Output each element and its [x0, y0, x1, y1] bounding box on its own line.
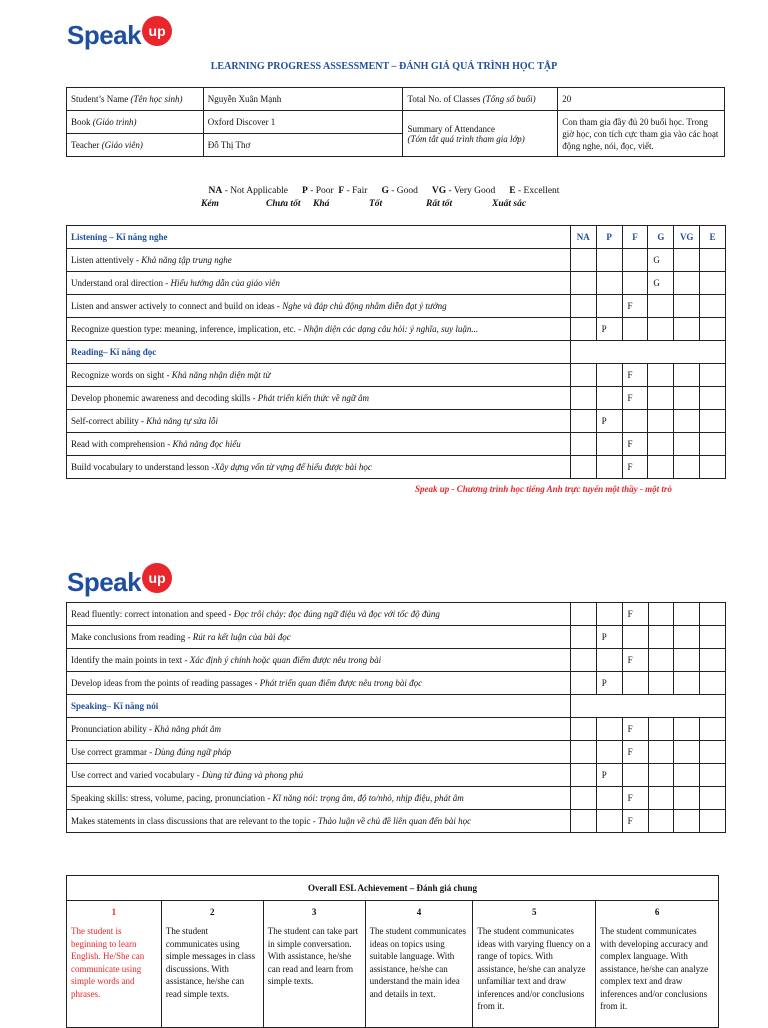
grade-cell — [622, 672, 648, 695]
level-description: The student communicates using simple messages in class discussions. With assistance, he/she can read simple texts. — [161, 923, 263, 1028]
legend-vi-e: Xuất sắc — [492, 199, 527, 209]
grade-cell — [700, 672, 726, 695]
attendance-value: Con tham gia đầy đủ 20 buổi học. Trong giờ học, con tích cực tham gia vào các hoạt động nghe, nói, đọc, viết. — [558, 111, 725, 157]
grade-cell — [648, 456, 674, 479]
skill-description: Understand oral direction - Hiểu hướng dẫn của giáo viên — [67, 272, 571, 295]
grade-cell — [674, 433, 700, 456]
skill-description: Use correct and varied vocabulary - Dùng từ đúng và phong phú — [67, 764, 571, 787]
grade-cell — [648, 810, 674, 833]
grade-cell — [570, 456, 596, 479]
skill-description: Use correct grammar - Dùng đúng ngữ pháp — [67, 741, 571, 764]
level-num: 4 — [365, 901, 473, 924]
grade-header-e: E — [700, 226, 726, 249]
skill-description: Speaking skills: stress, volume, pacing, pronunciation - Kĩ năng nói: trọng âm, độ to/nhỏ, nhịp điệu, phát âm — [67, 787, 571, 810]
skill-row — [67, 410, 726, 433]
grade-cell — [648, 364, 674, 387]
grade-cell — [700, 649, 726, 672]
grade-cell — [700, 249, 726, 272]
grade-cell — [596, 295, 622, 318]
grade-cell — [596, 810, 622, 833]
grade-cell: F — [622, 649, 648, 672]
skill-row — [67, 603, 726, 626]
grade-cell — [622, 764, 648, 787]
level-num: 5 — [473, 901, 596, 924]
grade-cell — [674, 295, 700, 318]
grade-cell — [700, 456, 726, 479]
student-name-label: Student’s Name (Tên học sinh) — [67, 88, 204, 111]
grade-cell — [648, 603, 674, 626]
grade-cell: P — [596, 764, 622, 787]
book-value: Oxford Discover 1 — [203, 111, 403, 134]
skill-description: Read with comprehension - Khả năng đọc hiểu — [67, 433, 571, 456]
legend-vi-vg: Rất tốt — [426, 199, 453, 209]
skill-row — [67, 456, 726, 479]
grade-cell — [674, 249, 700, 272]
grade-cell — [700, 718, 726, 741]
grade-cell — [674, 272, 700, 295]
skill-description: Develop ideas from the points of reading passages - Phát triển quan điểm được nêu trong bài đọc — [67, 672, 571, 695]
grade-cell — [674, 787, 700, 810]
legend-na: NA - Not Applicable — [208, 186, 288, 196]
grade-cell — [570, 810, 596, 833]
grade-cell — [674, 410, 700, 433]
grade-cell — [648, 741, 674, 764]
grade-cell — [622, 272, 648, 295]
grade-cell — [700, 764, 726, 787]
grade-cell — [596, 272, 622, 295]
total-classes-label: Total No. of Classes (Tổng số buổi) — [403, 88, 558, 111]
grade-cell — [674, 626, 700, 649]
legend-vi-g: Tốt — [369, 199, 383, 209]
legend-vi-f: Khá — [313, 199, 330, 209]
teacher-value: Đỗ Thị Thơ — [203, 134, 403, 157]
grade-cell: P — [596, 318, 622, 341]
grade-cell — [700, 387, 726, 410]
grade-cell: F — [622, 387, 648, 410]
logo-badge: up — [142, 563, 172, 593]
grade-cell — [700, 272, 726, 295]
skill-description: Develop phonemic awareness and decoding skills - Phát triển kiến thức về ngữ âm — [67, 387, 571, 410]
level-num: 2 — [161, 901, 263, 924]
grade-cell — [674, 603, 700, 626]
listening-section-title: Listening – Kĩ năng nghe — [67, 226, 571, 249]
grade-cell — [596, 249, 622, 272]
grade-cell — [700, 741, 726, 764]
legend-p: P - Poor F - Fair — [301, 186, 368, 196]
skill-row — [67, 764, 726, 787]
skill-row — [67, 295, 726, 318]
grade-cell — [700, 626, 726, 649]
grade-cell — [700, 295, 726, 318]
grade-cell — [570, 387, 596, 410]
grade-header-f: F — [622, 226, 648, 249]
level-description: The student communicates with developing accuracy and complex language. With assistance, he/she can analyze complex text and draw inferences and/or conclusions from it. — [596, 923, 719, 1028]
grade-cell — [570, 741, 596, 764]
skill-row — [67, 718, 726, 741]
skill-row — [67, 387, 726, 410]
grade-cell — [570, 364, 596, 387]
book-label: Book (Giáo trình) — [67, 111, 204, 134]
skill-row — [67, 672, 726, 695]
grade-cell: G — [648, 249, 674, 272]
grade-cell — [648, 649, 674, 672]
total-classes-value: 20 — [558, 88, 725, 111]
grade-cell — [596, 603, 622, 626]
grade-cell — [700, 787, 726, 810]
skill-row — [67, 649, 726, 672]
grade-cell — [622, 318, 648, 341]
grade-cell: F — [622, 456, 648, 479]
overall-achievement-table — [66, 875, 719, 1028]
skill-description: Listen and answer actively to connect and build on ideas - Nghe và đáp chủ động nhằm diễn đạt ý tưởng — [67, 295, 571, 318]
skill-description: Make conclusions from reading - Rút ra kết luận của bài đọc — [67, 626, 571, 649]
grade-cell — [622, 249, 648, 272]
grade-cell: G — [648, 272, 674, 295]
logo-badge: up — [142, 16, 172, 46]
skill-row — [67, 272, 726, 295]
grade-cell: F — [622, 810, 648, 833]
grade-cell: F — [622, 295, 648, 318]
legend-vi-p: Chưa tốt — [266, 199, 301, 209]
grade-cell — [570, 272, 596, 295]
grade-cell — [648, 672, 674, 695]
grade-cell — [674, 364, 700, 387]
skill-description: Recognize question type: meaning, inference, implication, etc. - Nhận diện các dạng câu hỏi: ý nghĩa, suy luận... — [67, 318, 571, 341]
logo-word: Speak — [67, 567, 142, 597]
student-info-table — [66, 87, 725, 157]
grade-cell — [570, 787, 596, 810]
grade-cell: F — [622, 718, 648, 741]
grade-header-g: G — [648, 226, 674, 249]
grade-cell — [648, 626, 674, 649]
skill-row — [67, 249, 726, 272]
grade-cell: F — [622, 787, 648, 810]
grade-header-vg: VG — [674, 226, 700, 249]
level-description: The student can take part in simple conversation. With assistance, he/she can read and learn from simple texts. — [263, 923, 365, 1028]
grade-cell — [674, 318, 700, 341]
grade-cell — [570, 649, 596, 672]
grade-cell — [674, 387, 700, 410]
grade-cell — [596, 718, 622, 741]
skill-row — [67, 787, 726, 810]
grade-cell — [700, 318, 726, 341]
footer-slogan: Speak up - Chương trình học tiếng Anh trực tuyến một thầy - một trò — [415, 484, 672, 494]
level-num: 6 — [596, 901, 719, 924]
level-description: The student is beginning to learn English. He/She can communicate using simple words and phrases. — [67, 923, 162, 1028]
grade-cell — [648, 410, 674, 433]
grade-cell — [648, 433, 674, 456]
listening-header-row — [67, 226, 726, 249]
grade-cell — [674, 456, 700, 479]
teacher-label: Teacher (Giáo viên) — [67, 134, 204, 157]
grade-cell — [700, 364, 726, 387]
skill-description: Build vocabulary to understand lesson -Xây dựng vốn từ vựng để hiểu được bài học — [67, 456, 571, 479]
level-description: The student communicates ideas with varying fluency on a range of topics. With assistance, he/she can analyze unfamiliar text and draw inferences and/or conclusions from it. — [473, 923, 596, 1028]
skill-row — [67, 741, 726, 764]
speakup-logo — [67, 20, 172, 51]
grade-cell — [700, 433, 726, 456]
grade-cell — [570, 603, 596, 626]
skill-description: Makes statements in class discussions that are relevant to the topic - Thảo luận về chủ đề liên quan đến bài học — [67, 810, 571, 833]
level-description: The student communicates ideas on topics using suitable language. With assistance, he/she can understand the main idea and details in text. — [365, 923, 473, 1028]
speakup-logo-page2 — [67, 567, 172, 598]
speaking-section-title: Speaking– Kĩ năng nói — [67, 695, 571, 718]
grade-cell — [700, 810, 726, 833]
grade-cell — [570, 626, 596, 649]
grade-cell — [596, 387, 622, 410]
grade-cell — [596, 741, 622, 764]
grade-header-p: P — [596, 226, 622, 249]
grade-cell — [674, 672, 700, 695]
grade-cell — [596, 456, 622, 479]
skill-row — [67, 810, 726, 833]
reading-header-row — [67, 341, 726, 364]
grade-cell: F — [622, 433, 648, 456]
grade-cell — [674, 741, 700, 764]
legend-vi-na: Kém — [201, 199, 219, 209]
skill-row — [67, 364, 726, 387]
grade-cell — [648, 295, 674, 318]
grade-cell: F — [622, 364, 648, 387]
skill-description: Read fluently: correct intonation and speed - Đọc trôi chảy: đọc đúng ngữ điệu và đọc với tốc độ đúng — [67, 603, 571, 626]
grade-cell — [648, 718, 674, 741]
grade-cell — [674, 764, 700, 787]
grade-cell: P — [596, 672, 622, 695]
grade-cell — [648, 318, 674, 341]
grade-cell: P — [596, 626, 622, 649]
attendance-label: Summary of Attendance (Tóm tắt quá trình tham gia lớp) — [403, 111, 558, 157]
grade-cell — [700, 603, 726, 626]
skill-row — [67, 318, 726, 341]
speaking-header-row — [67, 695, 726, 718]
logo-word: Speak — [67, 20, 142, 50]
reading-section-title: Reading– Kĩ năng đọc — [67, 341, 571, 364]
skills-table-reading-speaking — [66, 602, 726, 833]
level-num: 3 — [263, 901, 365, 924]
overall-title: Overall ESL Achievement – Đánh giá chung — [67, 876, 719, 901]
grade-cell — [570, 672, 596, 695]
grade-cell: F — [622, 603, 648, 626]
level-num: 1 — [67, 901, 162, 924]
grade-cell — [570, 249, 596, 272]
skill-description: Listen attentively - Khả năng tập trung nghe — [67, 249, 571, 272]
grade-cell — [648, 787, 674, 810]
page-title: LEARNING PROGRESS ASSESSMENT – ĐÁNH GIÁ QUÁ TRÌNH HỌC TẬP — [210, 61, 558, 72]
skill-description: Pronunciation ability - Khả năng phát âm — [67, 718, 571, 741]
legend-vg: VG - Very Good — [431, 186, 496, 196]
grade-cell — [596, 433, 622, 456]
grade-cell — [622, 626, 648, 649]
grade-cell — [596, 364, 622, 387]
grade-cell — [674, 718, 700, 741]
skill-row — [67, 626, 726, 649]
grade-cell — [570, 295, 596, 318]
grade-cell — [570, 764, 596, 787]
grade-cell — [570, 718, 596, 741]
grade-cell — [700, 410, 726, 433]
skill-row — [67, 433, 726, 456]
grade-cell — [674, 649, 700, 672]
grade-cell — [648, 764, 674, 787]
skills-table-listening-reading — [66, 225, 726, 479]
grade-cell — [674, 810, 700, 833]
grade-cell — [596, 649, 622, 672]
student-name-value: Nguyễn Xuân Mạnh — [203, 88, 403, 111]
grade-cell — [622, 410, 648, 433]
skill-description: Self-correct ability - Khả năng tự sửa lỗi — [67, 410, 571, 433]
legend-e: E - Excellent — [509, 186, 560, 196]
grading-legend — [0, 186, 768, 209]
skill-description: Recognize words on sight - Khả năng nhận diện mặt từ — [67, 364, 571, 387]
grade-cell — [570, 318, 596, 341]
grade-header-na: NA — [570, 226, 596, 249]
grade-cell: P — [596, 410, 622, 433]
skill-description: Identify the main points in text - Xác định ý chính hoặc quan điểm được nêu trong bài — [67, 649, 571, 672]
grade-cell: F — [622, 741, 648, 764]
grade-cell — [596, 787, 622, 810]
grade-cell — [648, 387, 674, 410]
grade-cell — [570, 433, 596, 456]
grade-cell — [570, 410, 596, 433]
legend-g: G - Good — [381, 186, 418, 196]
